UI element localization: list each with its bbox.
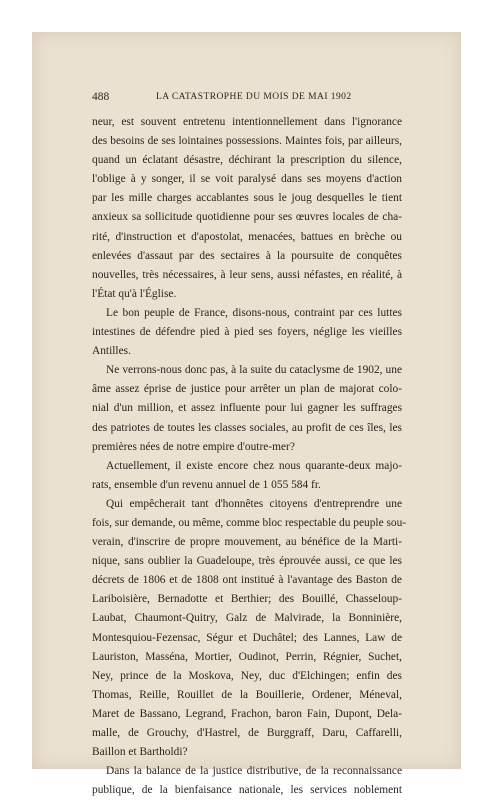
text-line: Montesquiou-Fezensac, Ségur et Duchâtel; des Lannes, Law de <box>92 631 402 644</box>
running-title: LA CATASTROPHE DU MOIS DE MAI 1902 <box>156 92 352 102</box>
page-body <box>92 113 407 800</box>
text-line: nouvelles, très nécessaires, à leur sens, aussi néfastes, en réalité, à <box>92 268 402 281</box>
text-line: l'État qu'à l'Église. <box>92 287 177 300</box>
page-header <box>92 91 402 105</box>
text-line: premières nées de notre empire d'outre-mer? <box>92 440 295 453</box>
text-line: Qui empêcherait tant d'honnêtes citoyens d'entreprendre une <box>106 497 402 510</box>
text-line: rité, d'instruction et d'apostolat, menacées, battues en brèche ou <box>92 230 402 243</box>
text-line: Maret de Bassano, Legrand, Frachon, baron Fain, Dupont, Dela- <box>92 707 402 720</box>
text-line: fois, sur demande, ou même, comme bloc respectable du peuple sou- <box>92 516 407 529</box>
text-line: rats, ensemble d'un revenu annuel de 1 055 584 fr. <box>92 478 321 491</box>
text-line: publique, de la bienfaisance nationale, les services noblement <box>92 784 402 797</box>
text-line: enlevées d'assaut par des sectaires à la poursuite de conquêtes <box>92 249 402 262</box>
text-line: Ne verrons-nous donc pas, à la suite du cataclysme de 1902, une <box>106 364 402 377</box>
text-line: l'oblige à y songer, il se voit paralysé dans ses moyens d'action <box>92 173 402 186</box>
page-number: 488 <box>92 91 110 103</box>
text-line: malle, de Grouchy, d'Hastrel, de Burggraff, Daru, Caffarelli, <box>92 727 402 739</box>
text-line: Baillon et Bartholdi? <box>92 746 188 759</box>
text-line: Lauriston, Masséna, Mortier, Oudinot, Perrin, Régnier, Suchet, <box>92 650 402 663</box>
text-line: Laubat, Chaumont-Quitry, Galz de Malvirade, la Bonninière, <box>92 612 402 625</box>
text-line: Actuellement, il existe encore chez nous quarante-deux majo- <box>106 459 402 472</box>
text-line: anxieux sa sollicitude quotidienne pour ses œuvres locales de cha- <box>92 211 402 224</box>
text-line: nique, sans oublier la Guadeloupe, très éprouvée aussi, ce que les <box>92 555 402 568</box>
text-line: quand un éclatant désastre, déchirant la prescription du silence, <box>92 154 402 167</box>
text-line: Antilles. <box>92 345 131 358</box>
text-line: âme assez éprise de justice pour arrêter un plan de majorat colo- <box>92 383 402 396</box>
text-line: décrets de 1806 et de 1808 ont institué à l'avantage des Baston de <box>92 574 402 587</box>
text-line: neur, est souvent entretenu intentionnellement dans l'ignorance <box>92 116 402 128</box>
text-line: Ney, prince de la Moskova, Ney, duc d'Elchingen; enfin des <box>92 669 402 682</box>
text-line: par les mille charges accablantes sous le joug desquelles le tient <box>92 192 402 205</box>
text-line: Lariboisière, Bernadotte et Berthier; des Bouillé, Chasseloup- <box>92 593 402 606</box>
text-line: Thomas, Reille, Rouillet de la Bouillerie, Ordener, Méneval, <box>92 688 402 701</box>
text-line: nial d'un million, et assez influente pour lui gagner les suffrages <box>92 402 402 415</box>
text-line: verain, d'inscrire de propre mouvement, au bénéfice de la Marti- <box>92 536 402 549</box>
text-line: Le bon peuple de France, disons-nous, contraint par ces luttes <box>106 306 402 319</box>
text-line: intestines de défendre pied à pied ses foyers, néglige les vieilles <box>92 326 402 339</box>
text-line: Dans la balance de la justice distributive, de la reconnaissance <box>106 765 402 778</box>
text-line: des patriotes de toutes les classes sociales, au profit de ces îles, les <box>92 421 402 434</box>
text-line: des besoins de ses lointaines possessions. Maintes fois, par ailleurs, <box>92 135 402 148</box>
